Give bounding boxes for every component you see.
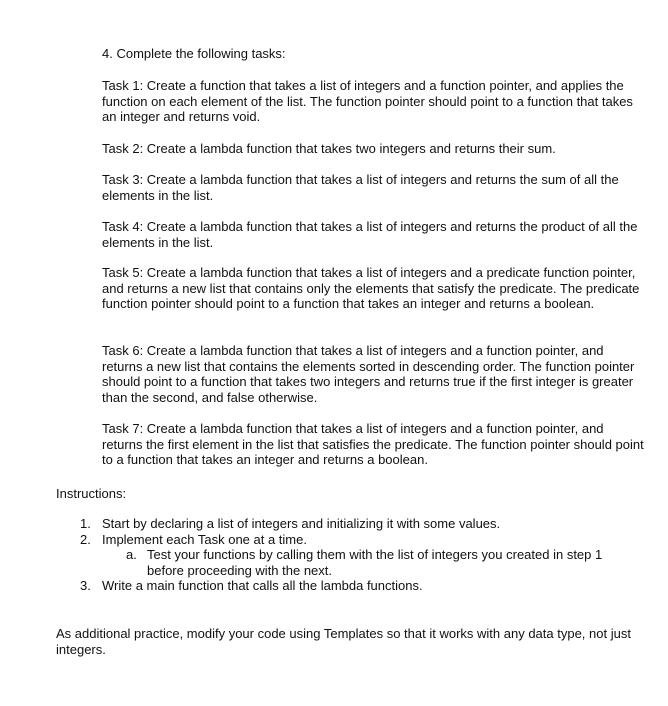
step-number: 3. — [80, 578, 91, 594]
instruction-step-3 — [56, 578, 646, 594]
additional-practice-note: As additional practice, modify your code using Templates so that it works with any data type, not just integers. — [56, 626, 631, 657]
step-text: Start by declaring a list of integers and initializing it with some values. — [102, 516, 501, 531]
substep-letter: a. — [126, 547, 137, 563]
task-6: Task 6: Create a lambda function that takes a list of integers and a function pointer, and returns a new list that contains the elements sorted in descending order. The function pointer should point to a function that takes two integers and returns true if the first integer is greater than the second, and false otherwise. — [102, 343, 635, 405]
instructions-label: Instructions: — [56, 486, 127, 501]
task-5: Task 5: Create a lambda function that takes a list of integers and a predicate function pointer, and returns a new list that contains only the elements that satisfy the predicate. The predicate function pointer should point to a function that takes an integer and returns a boolean. — [102, 265, 640, 312]
step-number: 1. — [80, 516, 91, 531]
task-7: Task 7: Create a lambda function that takes a list of integers and a function pointer, and returns the first element in the list that satisfies the predicate. The function pointer should point to a function that takes an integer and returns a boolean. — [102, 421, 644, 468]
section-heading: 4. Complete the following tasks: — [102, 46, 286, 61]
instruction-step-2 — [56, 532, 646, 579]
task-3: Task 3: Create a lambda function that takes a list of integers and returns the sum of all the elements in the list. — [102, 172, 619, 203]
task-1: Task 1: Create a function that takes a list of integers and a function pointer, and applies the function on each element of the list. The function pointer should point to a function that takes an integer and returns void. — [102, 78, 633, 125]
task-2: Task 2: Create a lambda function that takes two integers and returns their sum. — [102, 141, 556, 156]
instruction-step-1 — [56, 516, 646, 532]
instruction-substep-a — [102, 547, 646, 578]
task-4: Task 4: Create a lambda function that takes a list of integers and returns the product of all the elements in the list. — [102, 219, 638, 250]
step-number: 2. — [80, 531, 91, 547]
step-text: Write a main function that calls all the lambda functions. — [102, 578, 423, 594]
step-text: Implement each Task one at a time. — [102, 531, 307, 547]
instructions-list — [56, 516, 646, 594]
substep-text: Test your functions by calling them with the list of integers you created in step 1 before proceeding with the next. — [147, 547, 603, 578]
substep-list — [102, 547, 646, 578]
